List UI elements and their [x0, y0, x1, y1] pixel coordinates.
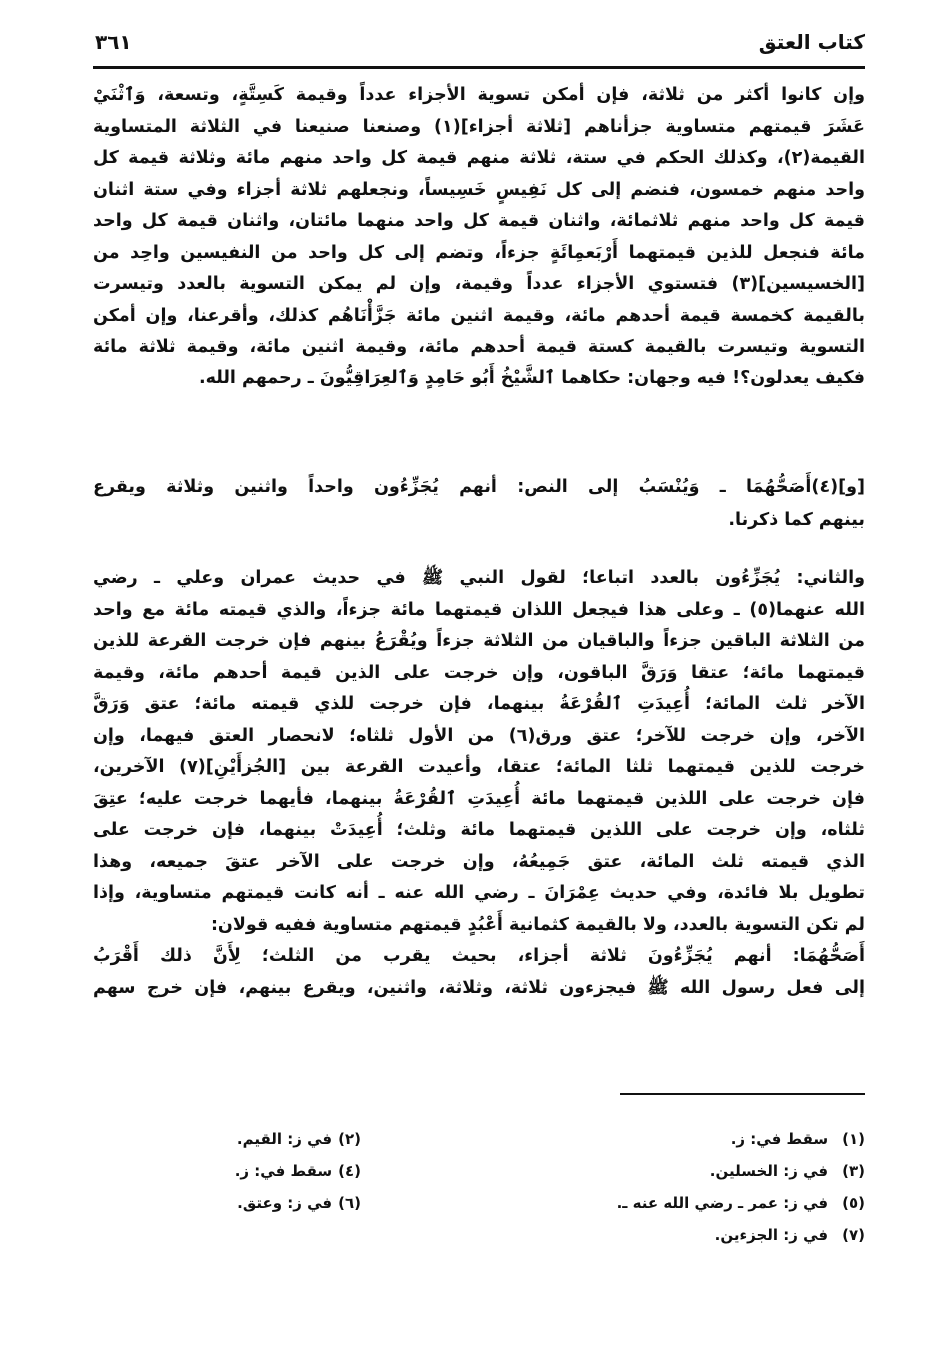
footnote-number: (٢) — [338, 1130, 361, 1148]
footnote-text: في ز: القيم. — [236, 1130, 333, 1148]
text-line: قيمة كل واحد منهم ثلاثمائة، واثنان قيمة كل واحد منهما مائتان، واثنان قيمة كل واحد — [93, 211, 865, 231]
text-line: فإن خرجت على اللذين قيمتهما مائة أُعِيدَتِ ٱلقُرْعَةُ بينهما، فأيهما خرجت عليه؛ عتِقَ — [93, 789, 865, 809]
footnote-text: في ز: الجزءين. — [714, 1226, 829, 1244]
footnote-number: (١) — [842, 1130, 865, 1148]
footnote — [237, 1130, 361, 1148]
footnote — [235, 1162, 361, 1180]
text-line: قيمتهما مائة؛ عتقا وَرَقَّ الباقون، وإن خرجت على الذين قيمة أحدهم مائة، وقيمة — [93, 663, 865, 683]
text-line: القيمة(٢)، وكذلك الحكم في ستة، ثلاثة منهم قيمة كل واحد منهم مائة وثلاثة قيمة كل — [93, 148, 865, 168]
text-line: خرجت للذين قيمتهما ثلثا المائة؛ عتقا، وأعيدت القرعة بين [الجُزأَيْنِ](٧) الآخرين، — [93, 757, 865, 777]
footnote-rule — [620, 1093, 865, 1095]
text-line: بالقيمة كخمسة قيمة أحدهم مائة، وقيمة اثنين مائة جَزَّأْنَاهُم كذلك، وأقرعنا، وإن أمكن — [93, 306, 865, 326]
text-line: التسوية وتيسرت بالقيمة كستة قيمة أحدهم مائة، وقيمة اثنين مائة، وقيمة ثلاثة مائة — [93, 337, 865, 357]
footnote-text: سقط في: ز. — [730, 1130, 829, 1148]
footnote-text: سقط في: ز. — [234, 1162, 333, 1180]
text-line: الآخر، وإن خرجت للآخر؛ عتق ورق(٦) من الأول ثلثاه؛ لانحصار العتق فيهما، وإن — [93, 726, 865, 746]
footnote-text: في ز: الخسلين. — [709, 1162, 829, 1180]
text-line: واحد منهم خمسون، فنضم إلى كل نَفِيسٍ خَسِيساً، ونجعلهم ثلاثة أجزاء وفي ستة اثنان — [93, 180, 865, 200]
footnote-text: في ز: عمر ـ رضي الله عنه ـ. — [616, 1194, 829, 1212]
footnote-number: (٦) — [338, 1194, 361, 1212]
text-line: الله عنهما(٥) ـ وعلى هذا فيجعل اللذان قيمتهما مائة جزءاً، والذي قيمته مائة مع واحد — [93, 600, 865, 620]
footnote-number: (٥) — [842, 1194, 865, 1212]
text-line: [و](٤)أَصَحُّهُمَا ـ وَيُنْسَبُ إلى النص: أنهم يُجَزِّءُون واحداً واثنين وثلاثة ويقرع — [93, 477, 865, 497]
text-line: الآخر ثلث المائة؛ أُعِيدَتِ ٱلقُرْعَةُ بينهما، فإن خرجت للذي قيمته مائة؛ عتق وَرَقَّ — [93, 694, 865, 714]
footnote-text: في ز: وعتق. — [237, 1194, 333, 1212]
text-line: [الخسيسين](٣) فتستوي الأجزاء عدداً وقيمة، وإن لم يمكن التسوية بالعدد وتيسرت — [93, 274, 865, 294]
text-line: فكيف يعدلون؟! فيه وجهان: حكاهما ٱلشَّيْخُ أَبُو حَامِدٍ وَٱلعِرَاقِيُّونَ ـ رحمهم الله. — [198, 368, 865, 388]
text-line: وإن كانوا أكثر من ثلاثة، فإن أمكن تسوية الأجزاء عدداً وقيمة كَسِتَّةٍ، وتسعة، وَٱثْنَيْ — [93, 85, 865, 105]
text-line: والثاني: يُجَزِّءُون بالعدد اتباعا؛ لقول النبي ﷺ في حديث عمران وعلي ـ رضي — [93, 568, 865, 588]
text-line: عَشَرَ قيمتهم متساوية جزأناهم [ثلاثة أجزاء](١) وصنعنا صنيعنا في الثلاثة المتساوية — [93, 117, 865, 137]
footnote — [731, 1130, 865, 1148]
text-line: لم تكن التسوية بالعدد، ولا بالقيمة كثمانية أَعْبُدٍ قيمتهم متساوية ففيه قولان: — [210, 915, 865, 935]
text-line: مائة فنجعل للذين قيمتهما أَرْبَعمِائَةٍ جزءاً، وتضم إلى كل واحد من النفيسين واحِد من — [93, 243, 865, 263]
running-header-title: كتاب العتق — [758, 30, 865, 54]
text-line: أَصَحُّهُمَا: أنهم يُجَزِّءُونَ ثلاثة أجزاء، بحيث يقرب من الثلث؛ لِأَنَّ ذلك أَقْرَبُ — [93, 946, 865, 966]
text-line: تطويل بلا فائدة، وفي حديث عِمْرَانَ ـ رضي الله عنه ـ أنه كانت قيمتهم متساوية، وإذا — [93, 883, 865, 903]
text-line: بينهم كما ذكرنا. — [728, 510, 865, 530]
header-rule — [93, 66, 865, 69]
text-line: من الثلاثة الباقين جزءاً والباقيان من الثلاثة جزءاً ويُقْرَعُ بينهم فإن خرجت القرعة للذين — [93, 631, 865, 651]
text-line: ثلثاه، وإن خرجت على اللذين قيمتهما مائة وثلث؛ أُعِيدَتْ بينهما، فإن خرجت على — [93, 820, 865, 840]
footnote — [237, 1194, 361, 1212]
footnote — [715, 1226, 865, 1244]
footnote-number: (٤) — [338, 1162, 361, 1180]
text-line: الذي قيمته ثلث المائة، عتق جَمِيعُهُ، وإن خرجت على الآخر عتقَ جميعه، وهذا — [93, 852, 865, 872]
text-line: إلى فعل رسول الله ﷺ فيجزءون ثلاثة، وثلاثة، واثنين، ويقرع بينهم، فإن خرج سهم — [93, 978, 865, 998]
footnote-number: (٧) — [842, 1226, 865, 1244]
footnote-number: (٣) — [842, 1162, 865, 1180]
footnote — [617, 1194, 865, 1212]
page-number: ٣٦١ — [95, 30, 132, 54]
footnote — [710, 1162, 865, 1180]
